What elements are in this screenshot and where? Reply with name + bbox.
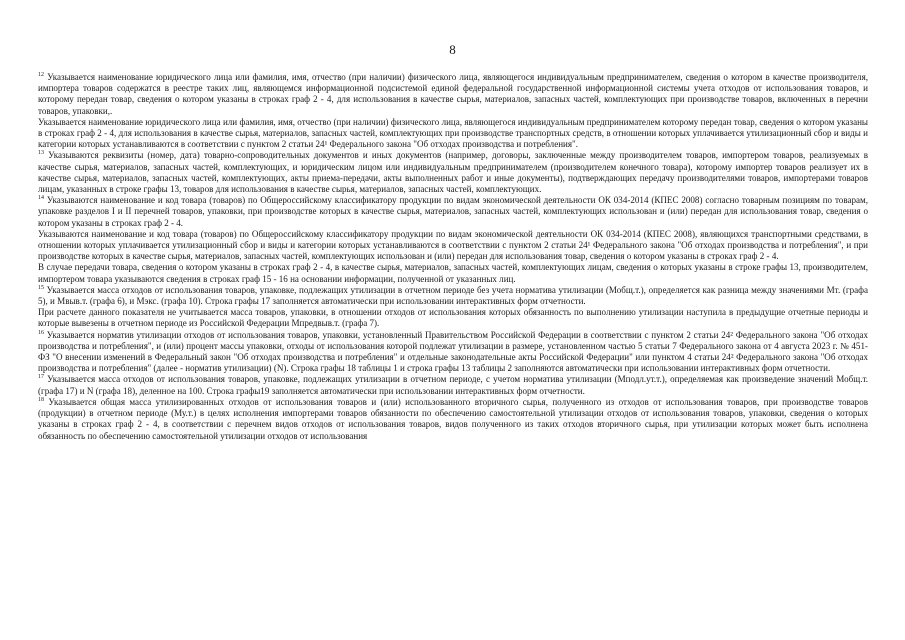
footnote-text: В случае передачи товара, сведения о котором указаны в строках граф 2 - 4, в качестве сырья, материалов, запасных частей, комплектующих лицам, сведения о которых указаны в строке графы 13, производителем, импортером товара указываются сведения в строках граф 15 - 16 на основании информации, полученной от указанных лиц. <box>38 262 868 284</box>
footnote-text: Указывается наименование юридического лица или фамилия, имя, отчество (при наличии) физического лица, являющегося индивидуальным предпринимателем, сведения о котором в качестве производителя, импортера товаров содержатся в реестре таких лиц, являющемся информационной подсистемой единой федеральной государственной информационной системы учета отходов от использования товаров, и которому передан товар, сведения о котором указаны в строках граф 2 - 4, для использования в качестве сырья, материалов, запасных частей, комплектующих при производстве товаров, включенных в перечни товаров, упаковки,. <box>38 72 868 116</box>
footnote-paragraph <box>38 285 868 307</box>
footnote-paragraph <box>38 397 868 442</box>
footnote-paragraph <box>38 195 868 229</box>
footnote-text: Указывается норматив утилизации отходов от использования товаров, упаковки, установленный Правительством Российской Федерации в соответствии с пунктом 2 статьи 24² Федерального закона "Об отходах производства и потребления", и (или) процент массы упаковки, отходы от использования которой подлежат утилизации в размере, установленном частью 5 статьи 7 Федерального закона от 4 августа 2023 г. № 451-ФЗ "О внесении изменений в Федеральный закон "Об отходах производства и потребления" и отдельные законодательные акты Российской Федерации" или пунктом 4 статьи 24² Федерального закона "Об отходах производства и потребления" (далее - норматив утилизации) (N). Строка графы 18 таблицы 1 и строка графы 13 таблицы 2 заполняются автоматически при использовании интерактивных форм отчетности. <box>38 329 868 374</box>
footnote-paragraph <box>38 330 868 375</box>
footnote-text: Указываются наименование и код товара (товаров) по Общероссийскому классификатору продукции по видам экономической деятельности ОК 034-2014 (КПЕС 2008), являющихся транспортными средствами, в отношении которых уплачивается утилизационный сбор и виды и категории которых устанавливаются в соответствии с пунктом 2 статьи 24¹ Федерального закона "Об отходах производства и потребления", и при производстве которых в качестве сырья, материалов, запасных частей, комплектующих использован и (или) передан для использования товар, сведения о котором указаны в строках граф 2 - 4. <box>38 228 868 262</box>
footnote-marker: 13 <box>38 150 44 157</box>
footnote-text: При расчете данного показателя не учитывается масса товаров, упаковки, в отношении отходов от использования которых обязанность по выполнению утилизации наступила в предыдущие отчетные периоды и которые вывезены в отчетном периоде из Российской Федерации Мпредвыв.т. (графа 7). <box>38 307 868 329</box>
footnote-text: Указывается общая масса утилизированных отходов от использования товаров и (или) использованного вторичного сырья, полученного из отходов от использования товаров, при производстве товаров (продукции) в отчетном периоде (Му.т.) в целях исполнения импортерами товаров обязанности по обеспечению самостоятельной утилизации отходов от использования товаров, упаковки, сведения о которых указаны в строках граф 2 - 4, в соответствии с перечнем видов отходов от использования товаров, видов полученного из таких отходов вторичного сырья, при утилизации которых может быть исполнена обязанность по обеспечению самостоятельной утилизации отходов от использования <box>38 396 868 441</box>
footnote-text: Указываются реквизиты (номер, дата) товарно-сопроводительных документов и иных документов (например, договоры, заключенные между производителем товаров, импортером товаров, реализуемых в качестве сырья, материалов, запасных частей, комплектующих, и юридическим лицом или индивидуальным предпринимателем (производителем конечного товара), которому импортер товаров реализует их в качестве сырья, материалов, запасных частей, комплектующих, акты приема-передачи, акты выполненных работ и иные документы), подтверждающих передачу производителями товаров, импортерами товаров лицам, указанных в строке графы 13, товаров для использования в качестве сырья, материалов, запасных частей, комплектующих. <box>38 150 868 195</box>
footnote-paragraph <box>38 262 868 284</box>
footnote-marker: 12 <box>38 71 44 78</box>
footnote-marker: 17 <box>38 374 44 381</box>
footnote-paragraph <box>38 374 868 396</box>
footnote-paragraph <box>38 307 868 329</box>
footnote-marker: 16 <box>38 329 44 336</box>
footnote-marker: 15 <box>38 284 44 291</box>
footnote-paragraph <box>38 72 868 117</box>
page-number: 8 <box>449 42 456 57</box>
footnote-text: Указываются наименование и код товара (товаров) по Общероссийскому классификатору продукции по видам экономической деятельности ОК 034-2014 (КПЕС 2008) согласно товарным позициям по товарам, упаковке разделов I и II перечней товаров, упаковки, при производстве которых в качестве сырья, материалов, запасных частей, комплектующих использован и (или) передан для использования товар, сведения о котором указаны в строках граф 2 - 4. <box>38 195 869 228</box>
footnote-text: Указывается наименование юридического лица или фамилия, имя, отчество (при наличии) физического лица, являющегося индивидуальным предпринимателем которому передан товар, сведения о котором указаны в строках граф 2 - 4, для использования в качестве сырья, материалов, запасных частей, комплектующих при производстве транспортных средств, в отношении которых уплачивается утилизационный сбор и виды и категории которых устанавливаются в соответствии с пунктом 2 статьи 24¹ Федерального закона "Об отходах производства и потребления". <box>38 116 868 150</box>
footnote-text: Указывается масса отходов от использования товаров, упаковке, подлежащих утилизации в отчетном периоде без учета норматива утилизации (Мобщ.т.), определяется как разница между значениями Мт. (графа 5), и Мвыв.т. (графа 6), и Мэкс. (графа 10). Строка графы 17 заполняется автоматически при использовании интерактивных форм отчетности. <box>38 284 868 307</box>
footnote-marker: 18 <box>38 396 44 403</box>
footnote-marker: 14 <box>38 195 44 202</box>
footnote-paragraph <box>38 117 868 151</box>
footnote-paragraph <box>38 229 868 263</box>
footnote-paragraph <box>38 150 868 195</box>
footnote-text: Указывается масса отходов от использования товаров, упаковке, подлежащих утилизации в отчетном периоде, с учетом норматива утилизации (Мподл.ут.т.), определяемая как произведение значений Мобщ.т. (графа 17) и N (графа 18), деленное на 100. Строка графы19 заполняется автоматически при использовании интерактивных форм отчетности. <box>38 374 869 396</box>
footnotes-body <box>38 72 868 442</box>
